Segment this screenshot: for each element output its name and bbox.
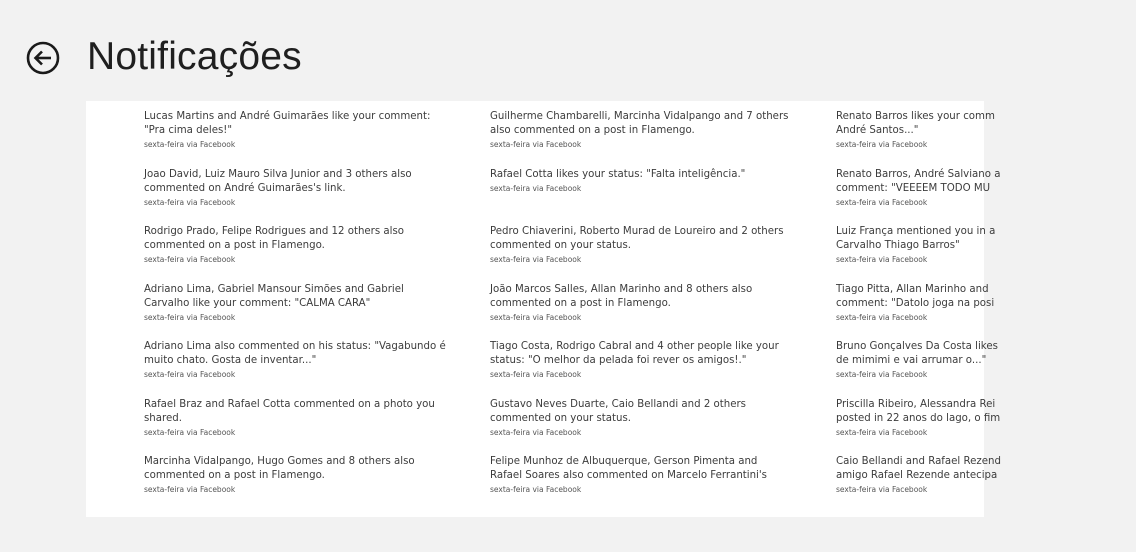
- notification-item[interactable]: [836, 340, 1136, 398]
- notification-text: [144, 283, 444, 311]
- notification-text-line: de mimimi e vai arrumar o...": [836, 355, 987, 366]
- notification-text-line: Rodrigo Prado, Felipe Rodrigues and 12 others also: [144, 226, 405, 237]
- notification-timestamp: sexta-feira via Facebook: [836, 370, 928, 379]
- notification-text-line: Adriano Lima, Gabriel Mansour Simões and Gabriel: [144, 283, 404, 295]
- notification-item[interactable]: [144, 225, 444, 283]
- notification-text-line: shared.: [144, 412, 182, 424]
- notification-text: [490, 340, 790, 368]
- notification-timestamp: sexta-feira via Facebook: [144, 427, 236, 437]
- notification-timestamp: sexta-feira via Facebook: [836, 427, 928, 437]
- notification-text-line: commented on André Guimarães's link.: [144, 182, 346, 194]
- notification-text-line: Adriano Lima also commented on his status: "Vagabundo é: [144, 341, 446, 352]
- notification-text-line: Gustavo Neves Duarte, Caio Bellandi and 2 others: [490, 398, 746, 410]
- notification-timestamp: sexta-feira via Facebook: [144, 312, 236, 322]
- notification-text: [144, 455, 444, 483]
- notification-item[interactable]: [490, 455, 790, 513]
- notification-text-line: status: "O melhor da pelada foi rever os amigos!.": [490, 355, 747, 366]
- notification-text-line: comment: "VEEEEM TODO MU: [836, 182, 991, 194]
- notification-item[interactable]: [144, 110, 444, 168]
- notification-text-line: Bruno Gonçalves Da Costa likes: [836, 341, 998, 352]
- notification-text-line: posted in 22 anos do lago, o fim: [836, 412, 1001, 424]
- notification-timestamp: sexta-feira via Facebook: [836, 197, 928, 207]
- notification-text-line: Rafael Cotta likes your status: "Falta inteligência.": [490, 168, 746, 180]
- notification-timestamp: sexta-feira via Facebook: [490, 427, 582, 437]
- notification-text-line: Tiago Pitta, Allan Marinho and: [836, 283, 989, 295]
- notification-text-line: Renato Barros likes your comm: [836, 111, 995, 122]
- notification-text-line: João Marcos Salles, Allan Marinho and 8 others also: [490, 283, 753, 295]
- notification-text-line: commented on a post in Flamengo.: [144, 470, 325, 481]
- page-header: [0, 0, 984, 100]
- notification-text: [836, 110, 1136, 138]
- notifications-panel: [86, 101, 1001, 517]
- notification-timestamp: sexta-feira via Facebook: [490, 312, 582, 322]
- notification-timestamp: sexta-feira via Facebook: [836, 485, 928, 494]
- notification-text: [836, 283, 1136, 311]
- notification-text-line: Renato Barros, André Salviano a: [836, 168, 1001, 180]
- notification-item[interactable]: [836, 110, 1136, 168]
- notification-text: [836, 455, 1136, 483]
- notification-timestamp: sexta-feira via Facebook: [490, 255, 582, 264]
- notification-item[interactable]: [490, 283, 790, 341]
- notification-text-line: Guilherme Chambarelli, Marcinha Vidalpango and 7 others: [490, 111, 789, 122]
- notification-text: [490, 168, 790, 182]
- notification-text-line: comment: "Datolo joga na posi: [836, 297, 995, 309]
- notification-text-line: commented on your status.: [490, 240, 631, 251]
- notification-text-line: Rafael Braz and Rafael Cotta commented on a photo you: [144, 398, 435, 410]
- notifications-column-2: [490, 110, 790, 513]
- back-arrow-circle-icon: [26, 41, 60, 75]
- notification-item[interactable]: [490, 168, 790, 226]
- notification-timestamp: sexta-feira via Facebook: [836, 140, 928, 149]
- notification-item[interactable]: [490, 110, 790, 168]
- notification-text-line: Carvalho like your comment: "CALMA CARA": [144, 297, 371, 309]
- notification-text-line: Marcinha Vidalpango, Hugo Gomes and 8 others also: [144, 456, 415, 467]
- notification-text: [490, 455, 790, 483]
- notification-item[interactable]: [836, 455, 1136, 513]
- notification-item[interactable]: [836, 168, 1136, 226]
- notification-text-line: commented on a post in Flamengo.: [144, 240, 325, 251]
- notification-timestamp: sexta-feira via Facebook: [144, 255, 236, 264]
- notification-text-line: muito chato. Gosta de inventar...": [144, 355, 317, 366]
- back-button[interactable]: [26, 41, 60, 75]
- notification-text: [836, 168, 1136, 196]
- notification-timestamp: sexta-feira via Facebook: [490, 370, 582, 379]
- notification-text-line: Felipe Munhoz de Albuquerque, Gerson Pimenta and: [490, 456, 758, 467]
- notification-text: [144, 110, 444, 138]
- notifications-column-1: [144, 110, 444, 513]
- notification-text-line: André Santos...": [836, 125, 919, 136]
- notification-text: [836, 225, 1136, 253]
- notification-text-line: Lucas Martins and André Guimarães like your comment:: [144, 111, 431, 122]
- notification-item[interactable]: [836, 283, 1136, 341]
- notification-timestamp: sexta-feira via Facebook: [144, 197, 236, 207]
- notification-item[interactable]: [144, 283, 444, 341]
- notification-text-line: Rafael Soares also commented on Marcelo Ferrantini's: [490, 470, 767, 481]
- notification-text-line: amigo Rafael Rezende antecipa: [836, 470, 998, 481]
- notifications-column-3: [836, 110, 1136, 513]
- notification-timestamp: sexta-feira via Facebook: [144, 485, 236, 494]
- notification-item[interactable]: [144, 340, 444, 398]
- notification-item[interactable]: [490, 398, 790, 456]
- notification-text: [490, 398, 790, 426]
- notification-text: [490, 225, 790, 253]
- notification-text: [490, 283, 790, 311]
- notification-text-line: Luiz França mentioned you in a: [836, 226, 996, 237]
- notification-text-line: Priscilla Ribeiro, Alessandra Rei: [836, 398, 996, 410]
- notification-text-line: Tiago Costa, Rodrigo Cabral and 4 other people like your: [490, 341, 779, 352]
- notification-text-line: Pedro Chiaverini, Roberto Murad de Loureiro and 2 others: [490, 226, 784, 237]
- notification-timestamp: sexta-feira via Facebook: [490, 485, 582, 494]
- notification-text: [144, 340, 444, 368]
- notification-timestamp: sexta-feira via Facebook: [144, 370, 236, 379]
- notification-text-line: Joao David, Luiz Mauro Silva Junior and 3 others also: [144, 168, 412, 180]
- notification-text-line: also commented on a post in Flamengo.: [490, 125, 695, 136]
- notification-text: [490, 110, 790, 138]
- notification-item[interactable]: [144, 168, 444, 226]
- notification-text: [144, 168, 444, 196]
- notification-timestamp: sexta-feira via Facebook: [144, 140, 236, 149]
- notification-timestamp: sexta-feira via Facebook: [836, 255, 928, 264]
- notification-text: [836, 398, 1136, 426]
- notification-text-line: commented on a post in Flamengo.: [490, 297, 671, 309]
- notification-item[interactable]: [144, 398, 444, 456]
- notification-timestamp: sexta-feira via Facebook: [490, 140, 582, 149]
- page-title: Notificações: [87, 35, 302, 78]
- notification-item[interactable]: [836, 225, 1136, 283]
- notification-item[interactable]: [144, 455, 444, 513]
- notification-timestamp: sexta-feira via Facebook: [490, 183, 582, 193]
- notification-text-line: commented on your status.: [490, 412, 631, 424]
- notification-timestamp: sexta-feira via Facebook: [836, 312, 928, 322]
- notification-text: [836, 340, 1136, 368]
- notification-item[interactable]: [490, 225, 790, 283]
- notification-text-line: Carvalho Thiago Barros": [836, 240, 960, 251]
- notification-item[interactable]: [490, 340, 790, 398]
- notification-text-line: Caio Bellandi and Rafael Rezend: [836, 456, 1001, 467]
- notification-text: [144, 398, 444, 426]
- notification-text: [144, 225, 444, 253]
- notification-item[interactable]: [836, 398, 1136, 456]
- notification-text-line: "Pra cima deles!": [144, 125, 233, 136]
